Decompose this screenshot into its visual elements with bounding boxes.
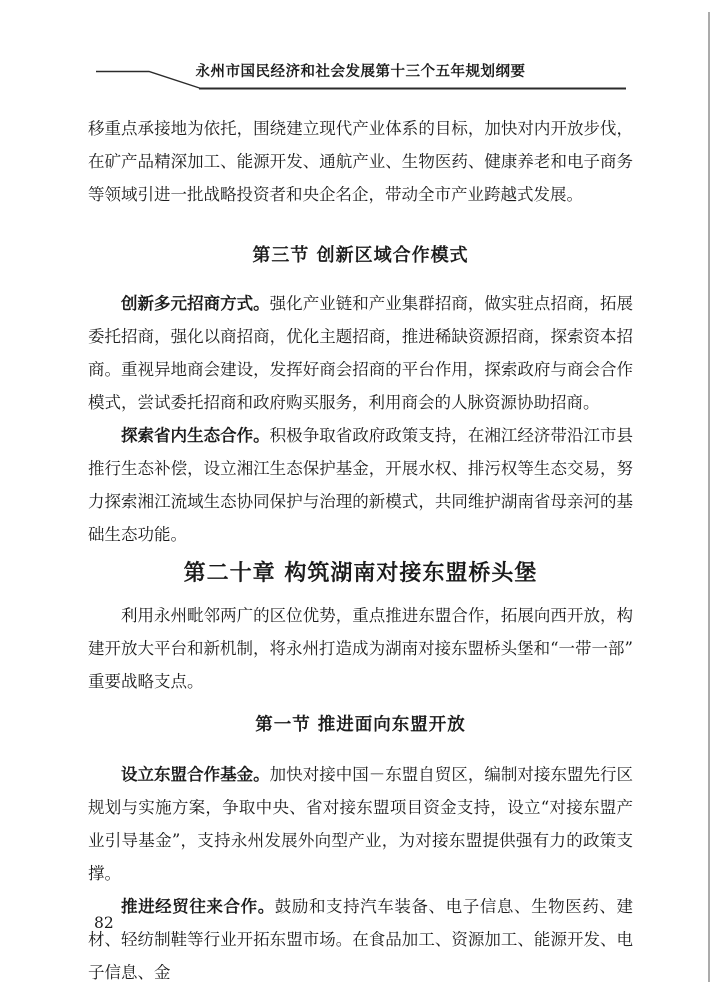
paragraph-lead: 创新多元招商方式。 [121,294,270,313]
chapter-heading: 第二十章 构筑湖南对接东盟桥头堡 [183,561,538,586]
body-paragraph [88,758,633,890]
section-heading: 第一节 推进面向东盟开放 [255,715,466,735]
paragraph-text: 加快对接中国－东盟自贸区，编制对接东盟先行区规划与实施方案，争取中央、省对接东盟项目资金支持，设立“对接东盟产业引导基金”，支持永州发展外向型产业，为对接东盟提供强有力的政策支撑。 [88,765,634,883]
body-paragraph: 利用永州毗邻两广的区位优势，重点推进东盟合作，拓展向西开放，构建开放大平台和新机制，将永州打造成为湖南对接东盟桥头堡和“一带一部”重要战略支点。 [88,606,633,691]
body-paragraph [88,890,633,989]
section-heading: 第三节 创新区域合作模式 [252,245,469,266]
header-title: 永州市国民经济和社会发展第十三个五年规划纲要 [195,63,526,80]
page-content [88,112,633,989]
body-paragraph-continued: 移重点承接地为依托，围绕建立现代产业体系的目标，加快对内开放步伐，在矿产品精深加工、能源开发、通航产业、生物医药、健康养老和电子商务等领域引进一批战略投资者和央企名企，带动全市产业跨越式发展。 [88,119,633,204]
paragraph-lead: 推进经贸往来合作。 [121,897,275,916]
paragraph-text: 积极争取省政府政策支持，在湘江经济带沿江市县推行生态补偿，设立湘江生态保护基金，开展水权、排污权等生态交易，努力探索湘江流域生态协同保护与治理的新模式，共同维护湖南省母亲河的基础生态功能。 [88,426,634,544]
body-paragraph [88,287,633,419]
paragraph-lead: 设立东盟合作基金。 [121,765,270,784]
header-rule [0,0,721,100]
page-number: 82 [94,914,114,932]
page-right-edge [708,12,710,982]
paragraph-lead: 探索省内生态合作。 [121,426,270,445]
body-paragraph [88,419,633,551]
paragraph-text: 鼓励和支持汽车装备、电子信息、生物医药、建材、轻纺制鞋等行业开拓东盟市场。在食品加工、资源加工、能源开发、电子信息、金 [88,897,634,982]
paragraph-text: 强化产业链和产业集群招商，做实驻点招商，拓展委托招商，强化以商招商，优化主题招商，推进稀缺资源招商，探索资本招商。重视异地商会建设，发挥好商会招商的平台作用，探索政府与商会合作模式，尝试委托招商和政府购买服务，利用商会的人脉资源协助招商。 [88,294,634,412]
